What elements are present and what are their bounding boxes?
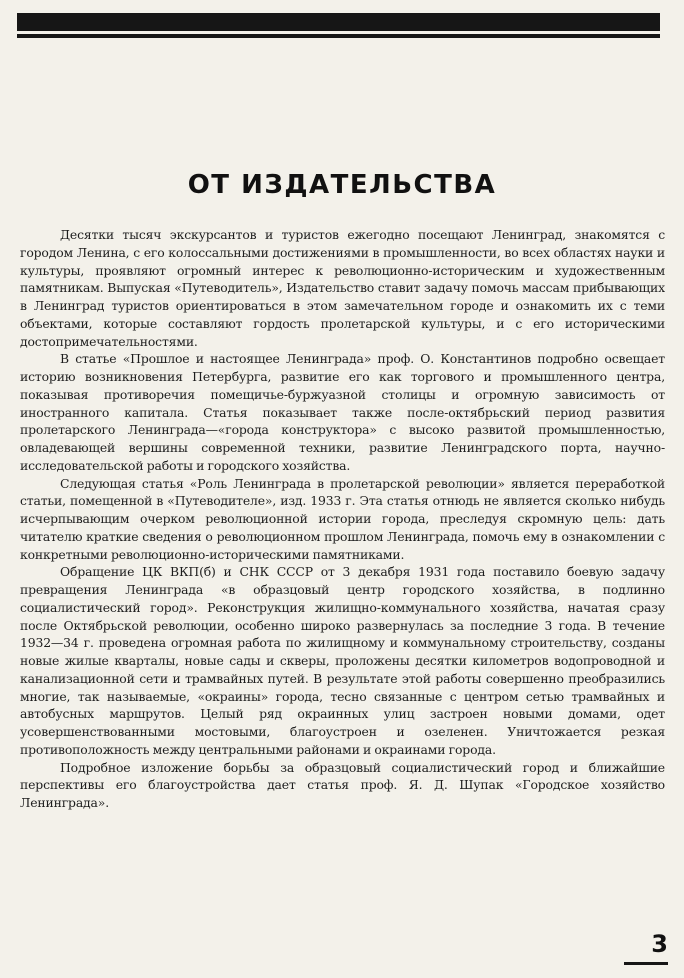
header-rule (17, 34, 660, 38)
paragraph-4: Обращение ЦК ВКП(б) и СНК СССР от 3 декабря 1931 года поставило боевую задачу превращения Ленинграда «в образцовый центр городского хозяйства, в подлинно социалистический город». Реконструкция жилищно-коммунального хозяйства, начатая сразу после Октябрьской революции, особенно широко развернулась за последние 3 года. В течение 1932—34 г. проведена огромная работа по жилищному и коммунальному строительству, созданы новые жилые кварталы, новые сады и скверы, проложены десятки километров водопроводной и канализационной сети и трамвайных путей. В результате этой работы совершенно преобразились многие, так называемые, «окраины» города, тесно связанные с центром сетью трамвайных и автобусных маршрутов. Целый ряд окраинных улиц застроен новыми домами, одет усовершенствованными мостовыми, благоустроен и озеленен. Уничтожается резкая противоположность между центральными районами и окраинами города. (20, 564, 665, 757)
page-title: ОТ ИЗДАТЕЛЬСТВА (187, 170, 497, 200)
page-number-rule (624, 962, 668, 965)
paragraph-2: В статье «Прошлое и настоящее Ленинграда» проф. О. Константинов подробно освещает историю возникновения Петербурга, развитие его как торгового и промышленного центра, показывая противоречия помещичье-буржуазной столицы и огромную зависимость от иностранного капитала. Статья показывает также после-октябрьский период развития пролетарского Ленинграда—«города конструктора» с высоко развитой промышленностью, овладевающей вершины современной техники, развитие Ленинградского порта, научно-исследовательской работы и городского хозяйства. (20, 351, 665, 473)
paragraph-5: Подробное изложение борьбы за образцовый социалистический город и ближайшие перспективы его благоустройства дает статья проф. Я. Д. Шупак «Городское хозяйство Ленинграда». (20, 759, 665, 810)
page-number: 3 (651, 930, 668, 958)
article-body (20, 226, 665, 812)
header-bar (17, 13, 660, 31)
paragraph-1: Десятки тысяч экскурсантов и туристов ежегодно посещают Ленинград, знакомятся с городом Ленина, с его колоссальными достижениями в промышленности, во всех областях науки и культуры, проявляют огромный интерес к революционно-историческим и художественным памятникам. Выпуская «Путеводитель», Издательство ставит задачу помочь массам прибывающих в Ленинград туристов ориентироваться в этом замечательном городе и ознакомить их с теми объектами, которые составляют гордость пролетарской культуры, и с его историческими достопримечательностями. (20, 227, 665, 349)
paragraph-3: Следующая статья «Роль Ленинграда в пролетарской революции» является переработкой статьи, помещенной в «Путеводителе», изд. 1933 г. Эта статья отнюдь не является сколько нибудь исчерпывающим очерком революционной истории города, преследуя скромную цель: дать читателю краткие сведения о революционном прошлом Ленинграда, помочь ему в ознакомлении с конкретными революционно-историческими памятниками. (20, 475, 665, 562)
